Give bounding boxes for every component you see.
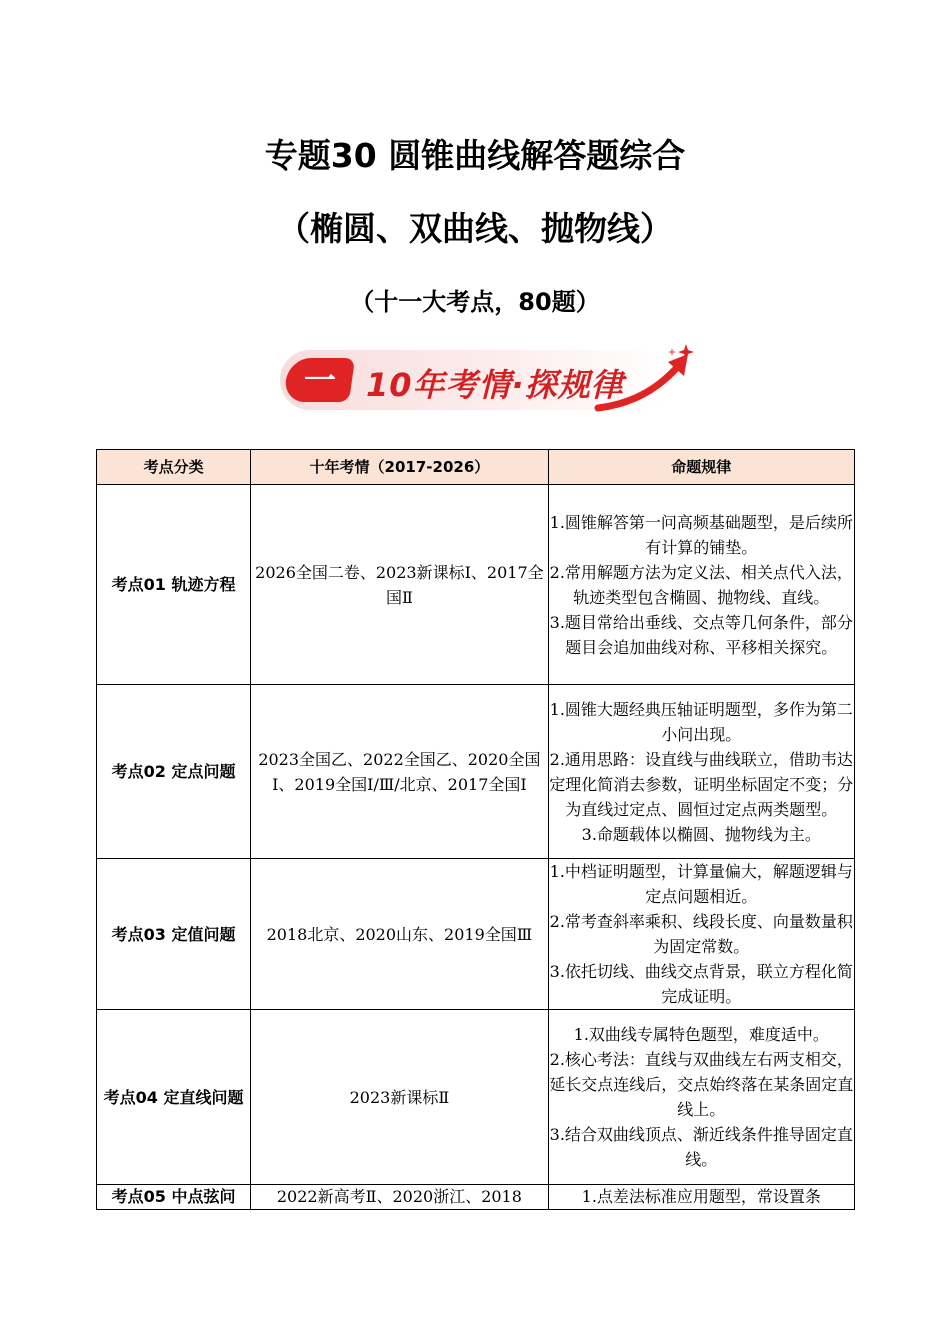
- row-category: 考点04 定直线问题: [97, 1010, 251, 1185]
- row-years: 2018北京、2020山东、2019全国Ⅲ: [251, 859, 548, 1010]
- table-row: [97, 859, 855, 1010]
- rule-item: 3.题目常给出垂线、交点等几何条件，部分题目会追加曲线对称、平移相关探究。: [549, 612, 853, 657]
- rule-item: 2.常用解题方法为定义法、相关点代入法，轨迹类型包含椭圆、抛物线、直线。: [549, 562, 853, 607]
- row-category: 考点01 轨迹方程: [97, 485, 251, 685]
- row-years: 2026全国二卷、2023新课标Ⅰ、2017全国Ⅱ: [251, 485, 548, 685]
- section-banner: [278, 342, 698, 418]
- row-years: 2023新课标Ⅱ: [251, 1010, 548, 1185]
- rule-item: 1.圆锥大题经典压轴证明题型，多作为第二小问出现。: [549, 699, 853, 744]
- rising-arrow-icon: [588, 342, 698, 418]
- table-row: [97, 1185, 855, 1210]
- page-subtitle-count: （十一大考点，80题）: [350, 288, 600, 316]
- row-category: 考点02 定点问题: [97, 685, 251, 859]
- row-category: 考点03 定值问题: [97, 859, 251, 1010]
- rule-item: 2.通用思路：设直线与曲线联立，借助韦达定理化简消去参数，证明坐标固定不变；分为直线过定点、圆恒过定点两类题型。: [549, 749, 854, 819]
- banner-number: 一: [303, 361, 336, 399]
- table-header-row: [97, 450, 855, 485]
- header-rules: 命题规律: [548, 450, 854, 485]
- rule-item: 1.中档证明题型，计算量偏大，解题逻辑与定点问题相近。: [549, 862, 853, 906]
- row-years: 2023全国乙、2022全国乙、2020全国Ⅰ、2019全国Ⅰ/Ⅲ/北京、2017全国Ⅰ: [251, 685, 548, 859]
- row-rules: [548, 1185, 854, 1210]
- table-row: [97, 1010, 855, 1185]
- row-rules: [548, 1010, 854, 1185]
- row-rules: [548, 485, 854, 685]
- page-title: 专题30 圆锥曲线解答题综合: [264, 136, 686, 175]
- table-row: [97, 685, 855, 859]
- rule-item: 1.点差法标准应用题型，常设置条: [581, 1187, 821, 1206]
- row-rules: [548, 685, 854, 859]
- header-category: 考点分类: [97, 450, 251, 485]
- rule-item: 3.命题载体以椭圆、抛物线为主。: [581, 824, 821, 844]
- rule-item: 3.结合双曲线顶点、渐近线条件推导固定直线。: [549, 1125, 853, 1169]
- rule-item: 2.核心考法：直线与双曲线左右两支相交，延长交点连线后，交点始终落在某条固定直线上。: [549, 1050, 854, 1119]
- exam-points-table: [96, 449, 855, 1210]
- header-years: 十年考情（2017-2026）: [251, 450, 548, 485]
- rule-item: 2.常考查斜率乘积、线段长度、向量数量积为固定常数。: [549, 912, 853, 956]
- row-years: [251, 1185, 548, 1210]
- banner-title: 10年考情·探规律: [366, 366, 624, 404]
- rule-item: 1.双曲线专属特色题型，难度适中。: [573, 1025, 829, 1044]
- row-category-text: 考点05 中点弦问: [111, 1187, 236, 1206]
- table-row: [97, 485, 855, 685]
- row-rules: [548, 859, 854, 1010]
- rule-item: 3.依托切线、曲线交点背景，联立方程化简完成证明。: [549, 962, 853, 1006]
- row-years-text: 2022新高考Ⅱ、2020浙江、2018: [276, 1187, 522, 1206]
- rule-item: 1.圆锥解答第一问高频基础题型，是后续所有计算的铺垫。: [549, 512, 853, 557]
- page-subtitle: （椭圆、双曲线、抛物线）: [277, 209, 673, 248]
- row-category: [97, 1185, 251, 1210]
